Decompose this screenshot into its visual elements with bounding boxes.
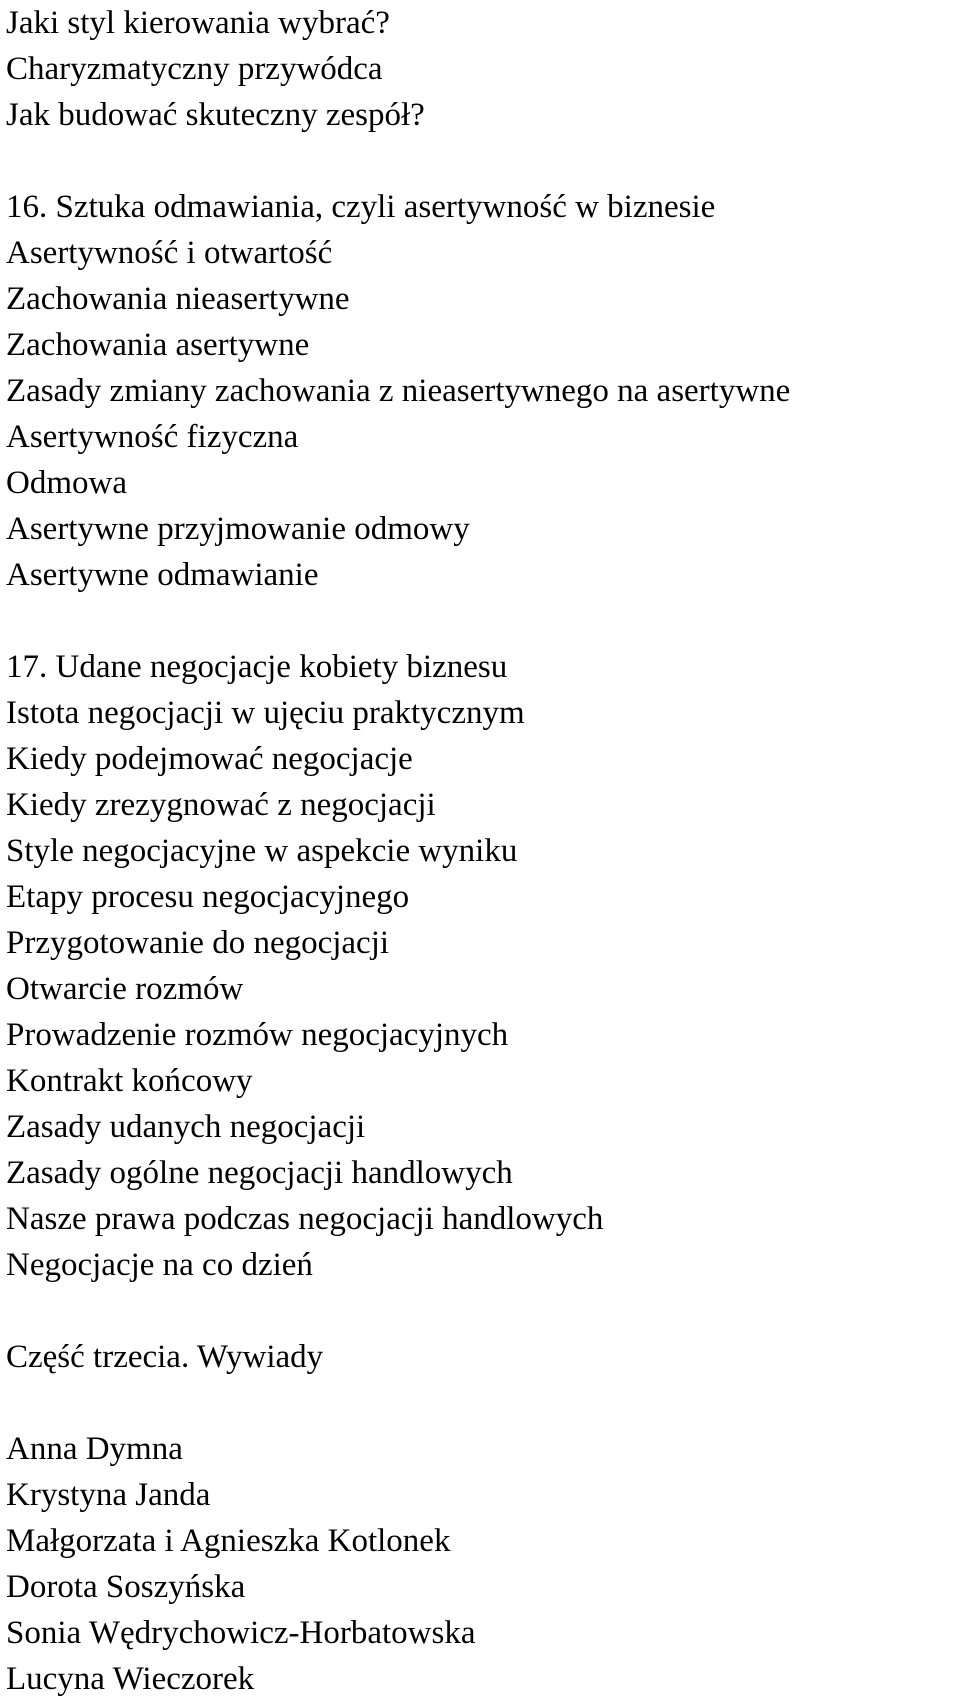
section-gap (6, 138, 956, 184)
toc-line: Zachowania nieasertywne (6, 281, 350, 317)
interview-name: Sonia Wędrychowicz-Horbatowska (6, 1615, 476, 1651)
toc-line: Zachowania asertywne (6, 327, 310, 363)
interviews-list (6, 1426, 956, 1702)
table-of-contents (6, 0, 956, 1702)
toc-line: Kontrakt końcowy (6, 1063, 253, 1099)
interview-name: Dorota Soszyńska (6, 1569, 246, 1605)
toc-line: Jak budować skuteczny zespół? (6, 97, 425, 133)
section-gap (6, 1288, 956, 1334)
chapter-title: 16. Sztuka odmawiania, czyli asertywność w biznesie (6, 189, 716, 225)
toc-line: Style negocjacyjne w aspekcie wyniku (6, 833, 518, 869)
toc-line: Jaki styl kierowania wybrać? (6, 5, 390, 41)
interview-name: Małgorzata i Agnieszka Kotlonek (6, 1523, 451, 1559)
section-gap (6, 1380, 956, 1426)
toc-line: Kiedy podejmować negocjacje (6, 741, 413, 777)
toc-line: Istota negocjacji w ujęciu praktycznym (6, 695, 525, 731)
toc-line: Zasady udanych negocjacji (6, 1109, 366, 1145)
toc-line: Zasady zmiany zachowania z nieasertywnego na asertywne (6, 373, 791, 409)
toc-line: Nasze prawa podczas negocjacji handlowych (6, 1201, 604, 1237)
interview-name: Krystyna Janda (6, 1477, 211, 1513)
section-gap (6, 598, 956, 644)
toc-line: Negocjacje na co dzień (6, 1247, 313, 1283)
interview-name: Anna Dymna (6, 1431, 183, 1467)
interview-name: Lucyna Wieczorek (6, 1661, 255, 1697)
toc-line: Etapy procesu negocjacyjnego (6, 879, 410, 915)
toc-line: Asertywność fizyczna (6, 419, 299, 455)
toc-line: Prowadzenie rozmów negocjacyjnych (6, 1017, 509, 1053)
toc-line: Przygotowanie do negocjacji (6, 925, 390, 961)
part-title: Część trzecia. Wywiady (6, 1339, 324, 1375)
toc-line: Zasady ogólne negocjacji handlowych (6, 1155, 513, 1191)
chapter-17 (6, 644, 956, 1288)
toc-line: Asertywność i otwartość (6, 235, 333, 271)
toc-line: Asertywne przyjmowanie odmowy (6, 511, 470, 547)
toc-line: Charyzmatyczny przywódca (6, 51, 383, 87)
chapter-title: 17. Udane negocjacje kobiety biznesu (6, 649, 508, 685)
chapter-16 (6, 184, 956, 598)
toc-line: Kiedy zrezygnować z negocjacji (6, 787, 436, 823)
part-3 (6, 1334, 956, 1380)
toc-line: Asertywne odmawianie (6, 557, 319, 593)
toc-line: Otwarcie rozmów (6, 971, 244, 1007)
intro-block (6, 0, 956, 138)
toc-line: Odmowa (6, 465, 127, 501)
